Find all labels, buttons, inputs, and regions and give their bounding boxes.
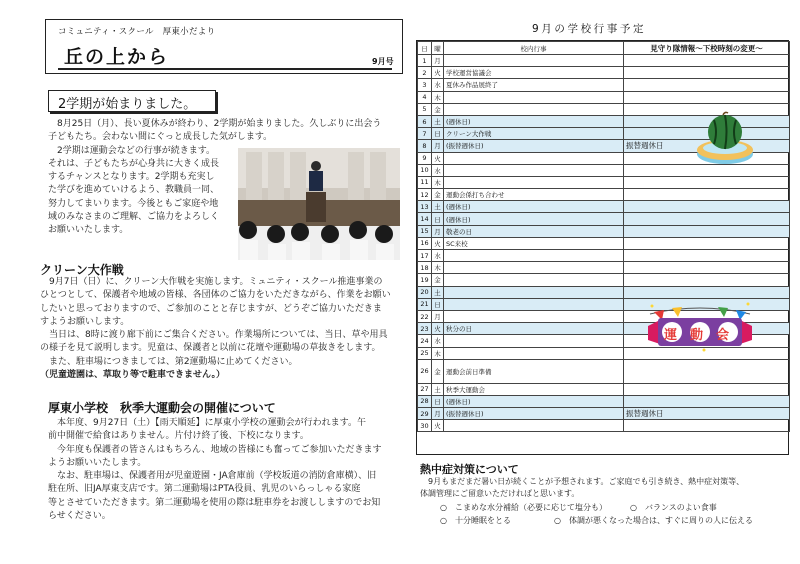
day-cell: 13 xyxy=(418,201,432,213)
section-title-new-term: 2学期が始まりました。 xyxy=(58,97,197,112)
text-line: 9月7日（日）に、クリーン大作戦を実施します。ミュニティ・スクール推進事業の xyxy=(40,277,383,287)
note-cell xyxy=(624,55,790,67)
text-line: 本年度、9月27日（土）【雨天順延】に厚東小学校の運動会が行われます。午 xyxy=(48,418,366,428)
text-line: また、駐車場につきましては、第2運動場に止めてください。 xyxy=(40,356,298,367)
text-line: の様子を見て説明します。児童は、保護者と以前に花壇や運動場の草抜きをします。 xyxy=(40,343,381,354)
event-cell xyxy=(444,103,624,115)
tip-1: ○ こまめな水分補給（必要に応じて塩分も） xyxy=(440,503,607,512)
calendar-row xyxy=(418,237,790,249)
weekday-cell: 金 xyxy=(432,359,444,383)
day-cell: 25 xyxy=(418,347,432,359)
day-cell: 8 xyxy=(418,140,432,152)
weekday-cell: 月 xyxy=(432,408,444,420)
calendar-row xyxy=(418,189,790,201)
weekday-cell: 日 xyxy=(432,395,444,407)
event-cell: 運動会係打ち合わせ xyxy=(444,189,624,201)
weekday-cell: 木 xyxy=(432,91,444,103)
note-cell xyxy=(624,201,790,213)
text-line: 9月もまだまだ暑い日が続くことが予想されます。ご家庭でも引き続き、熱中症対策等、 xyxy=(420,477,745,486)
calendar-title: 9月の学校行事予定 xyxy=(532,23,647,35)
text-line: た学びを進めていけるよう、教職員一同、 xyxy=(48,185,220,196)
note-cell xyxy=(624,176,790,188)
event-cell: (振替週休日) xyxy=(444,408,624,420)
text-line: すようお願いします。 xyxy=(40,316,130,327)
weekday-cell: 土 xyxy=(432,201,444,213)
text-line: ようお願いいたします。 xyxy=(48,457,147,468)
text-line: 2学期は運動会などの行事が続きます。 xyxy=(48,145,216,156)
calendar-row xyxy=(418,55,790,67)
header-events: 校内行事 xyxy=(444,42,624,55)
text-line: 体調管理にご留意いただければと思います。 xyxy=(420,489,580,498)
issue-label: 9月号 xyxy=(372,57,394,66)
event-cell xyxy=(444,274,624,286)
event-calendar xyxy=(416,40,789,455)
calendar-row xyxy=(418,286,790,298)
weekday-cell: 土 xyxy=(432,383,444,395)
text-line: お願いいたします。 xyxy=(48,225,129,236)
day-cell: 1 xyxy=(418,55,432,67)
weekday-cell: 火 xyxy=(432,420,444,432)
calendar-table xyxy=(417,41,790,432)
day-cell: 17 xyxy=(418,250,432,262)
text-line: ひとつとして、保護者や地域の皆様、各団体のご協力をいただきながら、作業をお願い xyxy=(40,290,391,301)
day-cell: 16 xyxy=(418,237,432,249)
day-cell: 9 xyxy=(418,152,432,164)
event-cell: 学校運営協議会 xyxy=(444,67,624,79)
note-cell xyxy=(624,189,790,201)
weekday-cell: 日 xyxy=(432,298,444,310)
calendar-row xyxy=(418,225,790,237)
day-cell: 18 xyxy=(418,262,432,274)
day-cell: 21 xyxy=(418,298,432,310)
header-watch-info: 見守り隊情報～下校時刻の変更～ xyxy=(624,42,790,55)
note-cell xyxy=(624,91,790,103)
ceremony-photo xyxy=(238,148,400,260)
event-cell xyxy=(444,286,624,298)
event-cell: (週休日) xyxy=(444,395,624,407)
day-cell: 22 xyxy=(418,310,432,322)
weekday-cell: 月 xyxy=(432,55,444,67)
paragraph-sports-day xyxy=(48,417,402,523)
calendar-row xyxy=(418,79,790,91)
day-cell: 23 xyxy=(418,323,432,335)
weekday-cell: 水 xyxy=(432,164,444,176)
calendar-row xyxy=(418,359,790,383)
event-cell: 秋季大運動会 xyxy=(444,383,624,395)
text-line: 当日は、8時に渡り廊下前にご集合ください。作業場所については、当日、草や用具 xyxy=(40,330,388,341)
calendar-header-row xyxy=(418,42,790,55)
header-day: 日 xyxy=(418,42,432,55)
banner-text: 運動会 xyxy=(664,328,743,343)
weekday-cell: 木 xyxy=(432,262,444,274)
weekday-cell: 火 xyxy=(432,237,444,249)
weekday-cell: 土 xyxy=(432,286,444,298)
tip-2: ○ バランスのよい食事 xyxy=(630,503,717,512)
event-cell: 秋分の日 xyxy=(444,323,624,335)
note-cell xyxy=(624,359,790,383)
text-line: するチャンスとなります。2学期も充実し xyxy=(48,172,215,183)
header-underline xyxy=(58,68,392,70)
day-cell: 4 xyxy=(418,91,432,103)
section-title-cleanup: クリーン大作戦 xyxy=(40,263,124,277)
calendar-row xyxy=(418,408,790,420)
text-line: 等とさせていただきます。第二運動場を使用の際は駐車券をお渡ししますのでお知 xyxy=(48,497,381,508)
note-cell xyxy=(624,420,790,432)
weekday-cell: 水 xyxy=(432,335,444,347)
calendar-row xyxy=(418,383,790,395)
paragraph-heatstroke xyxy=(420,476,790,500)
calendar-row xyxy=(418,420,790,432)
day-cell: 19 xyxy=(418,274,432,286)
day-cell: 12 xyxy=(418,189,432,201)
note-cell xyxy=(624,262,790,274)
event-cell xyxy=(444,55,624,67)
event-cell xyxy=(444,310,624,322)
weekday-cell: 水 xyxy=(432,79,444,91)
weekday-cell: 水 xyxy=(432,250,444,262)
event-cell: 夏休み作品展終了 xyxy=(444,79,624,91)
text-line: 域のみなさまのご理解、ご協力をよろしく xyxy=(48,212,220,223)
note-cell xyxy=(624,395,790,407)
section-title-sports-day: 厚東小学校 秋季大運動会の開催について xyxy=(48,401,276,415)
paragraph-cleanup xyxy=(40,276,402,382)
day-cell: 11 xyxy=(418,176,432,188)
note-cell xyxy=(624,237,790,249)
event-cell xyxy=(444,164,624,176)
weekday-cell: 火 xyxy=(432,152,444,164)
weekday-cell: 月 xyxy=(432,310,444,322)
weekday-cell: 金 xyxy=(432,189,444,201)
note-cell xyxy=(624,213,790,225)
text-line: それは、子どもたちが心身共に大きく成長 xyxy=(48,158,220,169)
weekday-cell: 火 xyxy=(432,67,444,79)
calendar-row xyxy=(418,213,790,225)
text-line: 今年度も保護者の皆さんはもちろん、地域の皆様にも奮ってご参加いただきます xyxy=(48,444,382,455)
note-cell xyxy=(624,225,790,237)
text-line: 駐在所、旧JA厚東支店です。第二運動場はPTA役員、乳児のいらっしゃる家庭 xyxy=(48,484,361,495)
event-cell: (週休日) xyxy=(444,201,624,213)
day-cell: 30 xyxy=(418,420,432,432)
calendar-row xyxy=(418,262,790,274)
day-cell: 29 xyxy=(418,408,432,420)
day-cell: 6 xyxy=(418,115,432,127)
note-cell: 振替週休日 xyxy=(624,140,790,152)
note-cell xyxy=(624,67,790,79)
day-cell: 24 xyxy=(418,335,432,347)
calendar-row xyxy=(418,250,790,262)
weekday-cell: 金 xyxy=(432,274,444,286)
event-cell: (週休日) xyxy=(444,115,624,127)
text-line: 努力してまいります。今後ともご家庭や地 xyxy=(48,198,219,209)
event-cell: SC来校 xyxy=(444,237,624,249)
weekday-cell: 月 xyxy=(432,140,444,152)
weekday-cell: 月 xyxy=(432,225,444,237)
weekday-cell: 日 xyxy=(432,213,444,225)
day-cell: 28 xyxy=(418,395,432,407)
newsletter-title: 丘の上から xyxy=(64,46,170,68)
event-cell xyxy=(444,335,624,347)
event-cell xyxy=(444,298,624,310)
event-cell xyxy=(444,347,624,359)
text-line: 前中開催で給食はありません。片付け終了後、下校になります。 xyxy=(48,431,309,442)
header-subtitle: コミュニティ・スクール 厚東小だより xyxy=(58,27,216,37)
day-cell: 7 xyxy=(418,128,432,140)
day-cell: 5 xyxy=(418,103,432,115)
event-cell: 運動会前日準備 xyxy=(444,359,624,383)
header-weekday: 曜 xyxy=(432,42,444,55)
text-line: らせください。 xyxy=(48,511,111,522)
note-cell xyxy=(624,79,790,91)
note-cell xyxy=(624,274,790,286)
banner-label xyxy=(658,324,742,343)
calendar-row xyxy=(418,274,790,286)
day-cell: 2 xyxy=(418,67,432,79)
text-line: 8月25日（月）、長い夏休みが終わり、2学期が始まりました。久しぶりに出会う xyxy=(48,119,382,129)
tip-3: ○ 十分睡眠をとる xyxy=(440,516,511,525)
tip-4: ○ 体調が悪くなった場合は、すぐに周りの人に伝える xyxy=(554,516,753,525)
day-cell: 27 xyxy=(418,383,432,395)
text-line: なお、駐車場は、保護者用が児童遊園・JA倉庫前（学校坂道の消防倉庫横）、旧 xyxy=(48,471,377,482)
sports-day-banner xyxy=(644,300,756,354)
text-line: したいと思っておりますので、ご参加のことと存じますが、どうぞご協力いただきま xyxy=(40,303,382,314)
event-cell xyxy=(444,250,624,262)
day-cell: 10 xyxy=(418,164,432,176)
event-cell xyxy=(444,91,624,103)
day-cell: 26 xyxy=(418,359,432,383)
calendar-row xyxy=(418,91,790,103)
weekday-cell: 土 xyxy=(432,115,444,127)
calendar-row xyxy=(418,395,790,407)
event-cell: 敬老の日 xyxy=(444,225,624,237)
text-line: （児童遊園は、草取り等で駐車できません。） xyxy=(40,370,226,381)
day-cell: 3 xyxy=(418,79,432,91)
watermelon-icon xyxy=(694,106,756,168)
event-cell xyxy=(444,420,624,432)
calendar-row xyxy=(418,67,790,79)
calendar-row xyxy=(418,176,790,188)
day-cell: 20 xyxy=(418,286,432,298)
event-cell: (振替週休日) xyxy=(444,140,624,152)
event-cell: (週休日) xyxy=(444,213,624,225)
weekday-cell: 木 xyxy=(432,176,444,188)
note-cell xyxy=(624,250,790,262)
event-cell: クリーン大作戦 xyxy=(444,128,624,140)
section-title-heatstroke: 熱中症対策について xyxy=(420,463,519,476)
note-cell: 振替週休日 xyxy=(624,408,790,420)
weekday-cell: 火 xyxy=(432,323,444,335)
event-cell xyxy=(444,152,624,164)
calendar-row xyxy=(418,201,790,213)
day-cell: 15 xyxy=(418,225,432,237)
weekday-cell: 木 xyxy=(432,347,444,359)
text-line: 子どもたち。会わない間にぐっと成長した気がします。 xyxy=(48,132,273,143)
event-cell xyxy=(444,176,624,188)
note-cell xyxy=(624,383,790,395)
event-cell xyxy=(444,262,624,274)
weekday-cell: 金 xyxy=(432,103,444,115)
note-cell xyxy=(624,286,790,298)
weekday-cell: 日 xyxy=(432,128,444,140)
day-cell: 14 xyxy=(418,213,432,225)
